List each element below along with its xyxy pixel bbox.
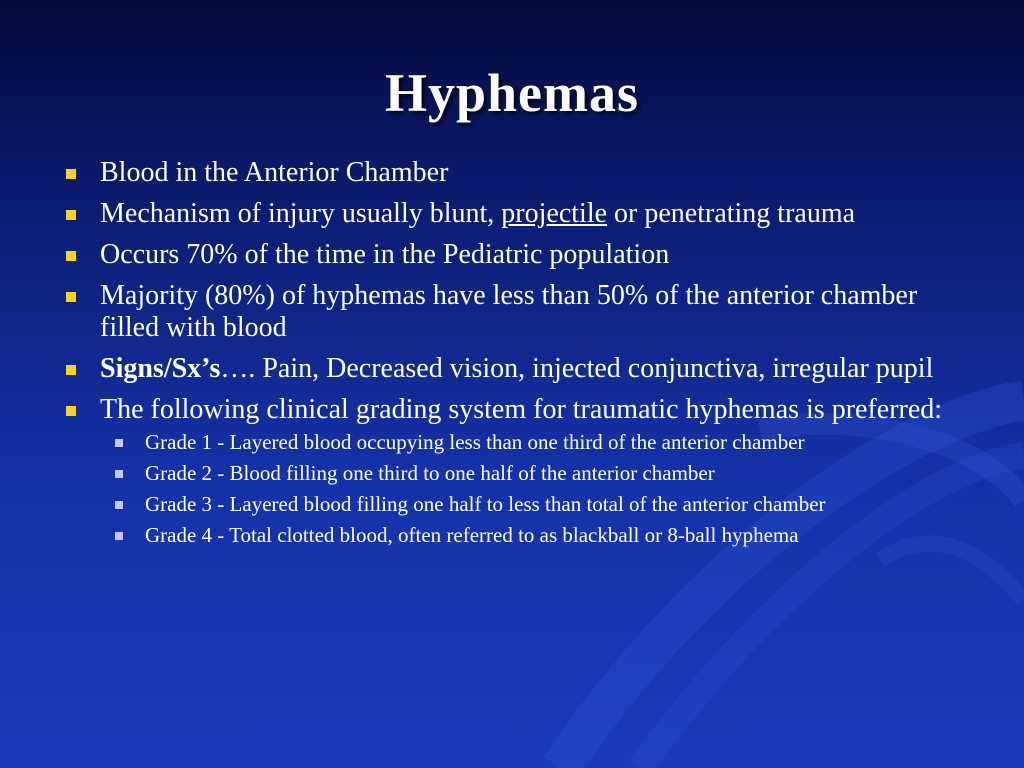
bullet-item — [58, 280, 958, 344]
bullet-list — [58, 157, 958, 558]
square-bullet-icon — [66, 365, 76, 375]
bullet-text: The following clinical grading system for traumatic hyphemas is preferred: — [100, 394, 943, 425]
bullet-text: Occurs 70% of the time in the Pediatric population — [100, 239, 670, 270]
bullet-item — [58, 239, 958, 271]
bullet-item — [58, 198, 958, 230]
square-bullet-icon — [66, 169, 76, 179]
grade-text: Grade 1 - Layered blood occupying less than one third of the anterior chamber — [145, 430, 805, 454]
grade-item — [100, 522, 958, 549]
bullet-text: Mechanism of injury usually blunt, — [100, 198, 502, 229]
projectile-link[interactable]: projectile — [501, 198, 608, 229]
grade-item — [100, 460, 958, 487]
grade-item — [100, 429, 958, 456]
square-bullet-icon — [66, 406, 76, 416]
bullet-text: or penetrating trauma — [607, 198, 856, 229]
bullet-item — [58, 353, 958, 385]
slide-title: Hyphemas — [384, 63, 640, 123]
grade-text: Grade 3 - Layered blood filling one half to less than total of the anterior chamber — [145, 492, 826, 516]
small-square-bullet-icon — [115, 532, 123, 540]
bullet-item — [58, 157, 958, 189]
square-bullet-icon — [66, 210, 76, 220]
small-square-bullet-icon — [115, 470, 123, 478]
bullet-text: …. Pain, Decreased vision, injected conjunctiva, irregular pupil — [220, 353, 934, 384]
bullet-item — [58, 394, 958, 549]
signs-label: Signs/Sx’s — [100, 353, 221, 384]
grade-item — [100, 491, 958, 518]
grade-list — [100, 429, 958, 549]
square-bullet-icon — [66, 292, 76, 302]
bullet-text: Majority (80%) of hyphemas have less than 50% of the anterior chamber filled with blood — [100, 280, 918, 343]
small-square-bullet-icon — [115, 439, 123, 447]
grade-text: Grade 2 - Blood filling one third to one half of the anterior chamber — [145, 461, 715, 485]
grade-text: Grade 4 - Total clotted blood, often referred to as blackball or 8-ball hyphema — [145, 523, 799, 547]
small-square-bullet-icon — [115, 501, 123, 509]
bullet-text: Blood in the Anterior Chamber — [100, 157, 449, 188]
square-bullet-icon — [66, 251, 76, 261]
